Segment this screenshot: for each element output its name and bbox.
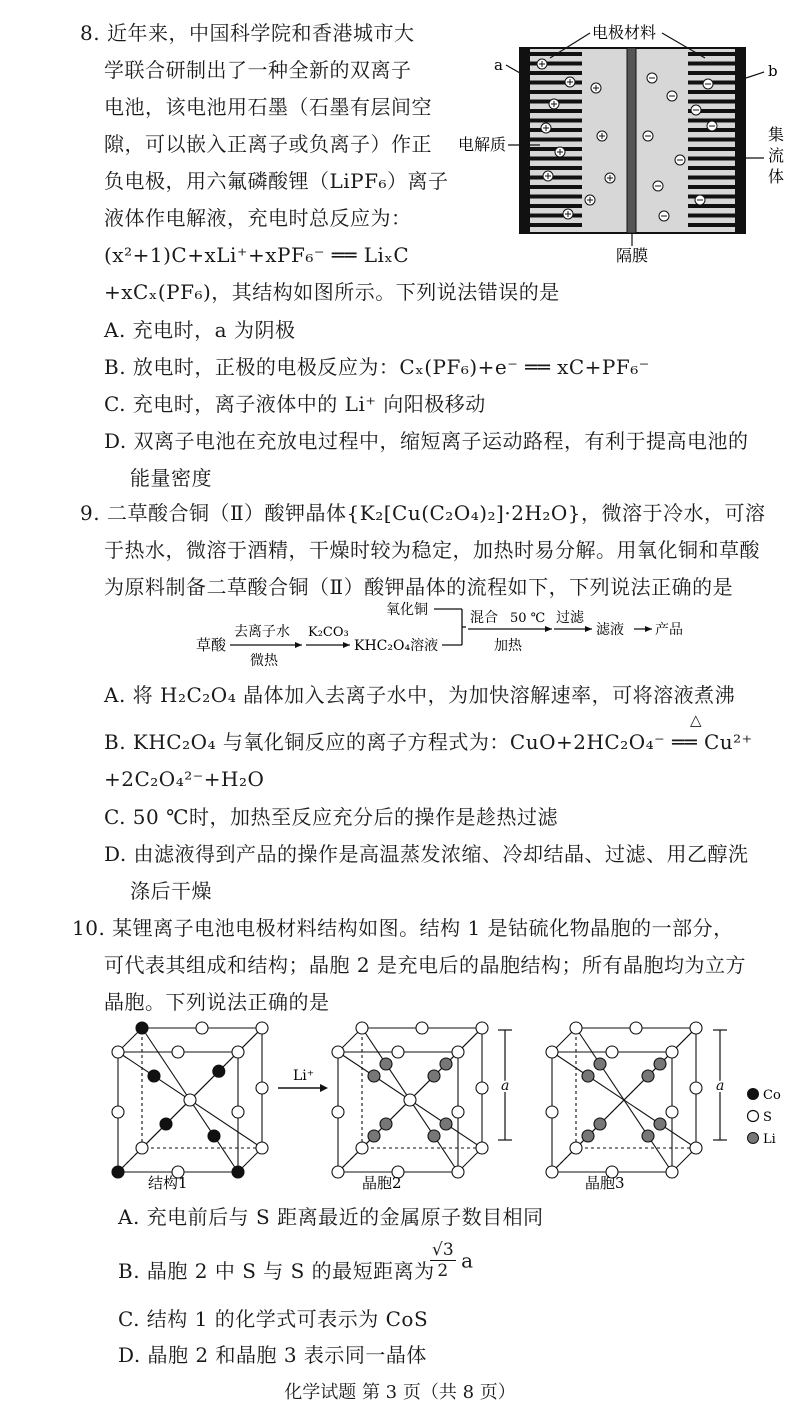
flow-mix: 混合 [470, 610, 498, 626]
s-atom [546, 1106, 558, 1118]
electrode-layer [530, 157, 582, 161]
unit-cell-3 [546, 1022, 702, 1178]
electrode-layer [688, 204, 735, 208]
electrode-layer [530, 109, 582, 113]
q9-option-d: D. 由滤液得到产品的操作是高温蒸发浓缩、冷却结晶、过滤、用乙醇洗 [104, 842, 749, 866]
flow-step1-top: 去离子水 [234, 624, 290, 640]
co-atom [232, 1166, 244, 1178]
electrode-layer [530, 138, 582, 142]
s-atom [606, 1046, 618, 1058]
legend-s: S [763, 1110, 772, 1125]
s-atom [666, 1166, 678, 1178]
flow-cuo: 氧化铜 [386, 602, 428, 618]
q9-flowchart [190, 598, 710, 678]
s-atom [184, 1094, 196, 1106]
q10-option-c: C. 结构 1 的化学式可表示为 CoS [118, 1307, 429, 1331]
electrode-layer [688, 176, 735, 180]
crystal-figure [100, 1020, 790, 1195]
s-atom [112, 1106, 124, 1118]
co-atom [136, 1022, 148, 1034]
electrode-layer [688, 214, 735, 218]
flow-product: 产品 [655, 622, 683, 638]
co-atom [213, 1065, 225, 1077]
flow-intermediate: KHC₂O₄溶液 [354, 638, 439, 654]
electrode-layer [530, 204, 582, 208]
q10-line-2: 可代表其组成和结构；晶胞 2 是充电后的晶胞结构；所有晶胞均为立方 [104, 953, 746, 977]
membrane [627, 48, 636, 233]
li-atom [594, 1118, 606, 1130]
q8-option-a: A. 充电时，a 为阴极 [104, 318, 296, 342]
electrode-layer [688, 166, 735, 170]
electrode-layer [530, 223, 582, 227]
collector-label-3: 体 [768, 167, 785, 186]
q8-line-4: 隙，可以嵌入正离子或负离子）作正 [104, 132, 432, 156]
collector-label-1: 集 [768, 125, 785, 144]
q9-option-c: C. 50 ℃时，加热至反应充分后的操作是趁热过滤 [104, 805, 558, 829]
flow-temp: 50 ℃ [510, 611, 546, 626]
q8-option-b: B. 放电时，正极的电极反应为：Cₓ(PF₆)+e⁻ ══ xC+PF₆⁻ [104, 355, 650, 379]
li-atom [380, 1058, 392, 1070]
s-atom [392, 1046, 404, 1058]
q8-line-8: +xCₓ(PF₆)，其结构如图所示。下列说法错误的是 [104, 280, 560, 304]
q9-line-1: 9. 二草酸合铜（Ⅱ）酸钾晶体{K₂[Cu(C₂O₄)₂]·2H₂O}，微溶于冷水，可溶 [80, 501, 766, 525]
li-atom [380, 1118, 392, 1130]
li-atom [368, 1070, 380, 1082]
li-arrow-label: Li⁺ [293, 1068, 315, 1084]
s-atom [256, 1082, 268, 1094]
electrode-layer [530, 214, 582, 218]
flow-reagent2: K₂CO₃ [308, 625, 349, 640]
s-atom [332, 1046, 344, 1058]
q8-line-6: 液体作电解液，充电时总反应为： [104, 206, 412, 230]
q8-line-7: (x²+1)C+xLi⁺+xPF₆⁻ ══ LiₓC [104, 243, 410, 267]
fraction-suffix: a [461, 1248, 473, 1273]
legend-co-dot [748, 1089, 759, 1100]
li-atom [440, 1118, 452, 1130]
electrode-layer [530, 185, 582, 189]
electrode-layer [688, 100, 735, 104]
s-atom [196, 1022, 208, 1034]
s-atom [172, 1046, 184, 1058]
electrode-layer [688, 157, 735, 161]
page-footer: 化学试题 第 3 页（共 8 页） [284, 1382, 516, 1403]
s-atom [630, 1022, 642, 1034]
q10-line-1: 10. 某锂离子电池电极材料结构如图。结构 1 是钴硫化物晶胞的一部分， [72, 916, 734, 940]
co-atom [160, 1118, 172, 1130]
structure-1 [112, 1022, 268, 1178]
q9-option-d-cont: 涤后干燥 [130, 879, 212, 903]
q9-option-a: A. 将 H₂C₂O₄ 晶体加入去离子水中，为加快溶解速率，可将溶液煮沸 [104, 683, 736, 707]
q8-option-d-cont: 能量密度 [130, 466, 212, 490]
flow-filtrate: 滤液 [596, 622, 624, 638]
li-atom [642, 1070, 654, 1082]
s-atom [666, 1106, 678, 1118]
s-atom [476, 1082, 488, 1094]
li-atom [440, 1058, 452, 1070]
s-atom [232, 1106, 244, 1118]
s-atom [452, 1166, 464, 1178]
s-atom [232, 1046, 244, 1058]
s-atom [666, 1046, 678, 1058]
electrode-layer [530, 176, 582, 180]
s-atom [476, 1142, 488, 1154]
q8-option-c: C. 充电时，离子液体中的 Li⁺ 向阳极移动 [104, 392, 486, 416]
caption-cell-2: 晶胞2 [362, 1174, 402, 1192]
s-atom [356, 1142, 368, 1154]
electrode-layer [688, 147, 735, 151]
flow-heat: 加热 [494, 638, 522, 654]
s-atom [690, 1082, 702, 1094]
q10-line-3: 晶胞。下列说法正确的是 [104, 990, 330, 1014]
flow-filter: 过滤 [556, 610, 584, 626]
q10-option-b: B. 晶胞 2 中 S 与 S 的最短距离为 [118, 1259, 435, 1283]
q9-line-3: 为原料制备二草酸合铜（Ⅱ）酸钾晶体的流程如下，下列说法正确的是 [104, 575, 734, 599]
fraction-denominator: 2 [437, 1261, 449, 1281]
edge-label-3: a [716, 1078, 725, 1094]
li-atom [642, 1130, 654, 1142]
legend-co: Co [763, 1088, 781, 1103]
q8-option-d: D. 双离子电池在充放电过程中，缩短离子运动路程，有利于提高电池的 [104, 429, 749, 453]
electrode-layer [530, 71, 582, 75]
battery-diagram [450, 18, 790, 268]
unit-cell-2 [332, 1022, 488, 1178]
flow-start: 草酸 [196, 636, 227, 654]
s-atom [452, 1106, 464, 1118]
q9-option-b-cont: +2C₂O₄²⁻+H₂O [104, 767, 265, 791]
li-atom [428, 1070, 440, 1082]
li-atom [428, 1130, 440, 1142]
s-atom [546, 1046, 558, 1058]
li-atom [582, 1130, 594, 1142]
label-b: b [768, 62, 778, 80]
collector-right [735, 48, 745, 233]
legend-li-dot [748, 1133, 759, 1144]
li-atom [582, 1070, 594, 1082]
li-atom [594, 1058, 606, 1070]
electrode-layer [688, 223, 735, 227]
s-atom [570, 1022, 582, 1034]
collector-label-2: 流 [768, 146, 785, 165]
s-atom [112, 1046, 124, 1058]
q8-line-2: 学联合研制出了一种全新的双离子 [104, 58, 412, 82]
collector-left [520, 48, 530, 233]
s-atom [256, 1022, 268, 1034]
s-atom [452, 1046, 464, 1058]
s-atom [690, 1022, 702, 1034]
li-atom [654, 1058, 666, 1070]
q10-option-a: A. 充电前后与 S 距离最近的金属原子数目相同 [118, 1205, 544, 1229]
s-atom [570, 1142, 582, 1154]
electrode-layer [688, 185, 735, 189]
edge-label-2: a [501, 1078, 510, 1094]
electrode-layer [688, 90, 735, 94]
co-atom [112, 1166, 124, 1178]
electrode-layer [530, 90, 582, 94]
s-atom [416, 1022, 428, 1034]
electrode-layer [530, 128, 582, 132]
q9-option-b: B. KHC₂O₄ 与氧化铜反应的离子方程式为：CuO+2HC₂O₄⁻ ══ Cu²⁺ [104, 730, 753, 754]
legend-s-dot [748, 1111, 759, 1122]
s-atom [690, 1142, 702, 1154]
membrane-label: 隔膜 [616, 246, 649, 265]
electrode-layer [688, 71, 735, 75]
s-atom [136, 1142, 148, 1154]
fraction-numerator: √3 [432, 1240, 454, 1260]
co-atom [148, 1070, 160, 1082]
legend-li: Li [763, 1132, 776, 1147]
electrode-layer [530, 166, 582, 170]
caption-cell-3: 晶胞3 [585, 1174, 625, 1192]
s-atom [476, 1022, 488, 1034]
s-atom [546, 1166, 558, 1178]
q10-option-d: D. 晶胞 2 和晶胞 3 表示同一晶体 [118, 1343, 427, 1367]
s-atom [404, 1094, 416, 1106]
label-a: a [494, 56, 503, 74]
s-atom [332, 1106, 344, 1118]
electrolyte-label: 电解质 [458, 135, 507, 154]
q8-line-5: 负电极，用六氟磷酸锂（LiPF₆）离子 [104, 169, 449, 193]
q9-heat-symbol: △ [690, 711, 702, 729]
caption-structure-1: 结构1 [148, 1174, 188, 1192]
electrode-layer [688, 62, 735, 66]
electrode-layer [688, 138, 735, 142]
li-atom [654, 1118, 666, 1130]
electrode-material-label: 电极材料 [592, 23, 657, 42]
li-atom [368, 1130, 380, 1142]
flow-step1-bottom: 微热 [250, 653, 278, 669]
electrode-layer [530, 195, 582, 199]
q8-line-3: 电池，该电池用石墨（石墨有层间空 [104, 95, 432, 119]
s-atom [332, 1166, 344, 1178]
q8-line-1: 8. 近年来，中国科学院和香港城市大 [80, 21, 415, 45]
co-atom [208, 1130, 220, 1142]
s-atom [356, 1022, 368, 1034]
electrode-layer [530, 119, 582, 123]
q9-line-2: 于热水，微溶于酒精，干燥时较为稳定，加热时易分解。用氧化铜和草酸 [104, 538, 760, 562]
q10-option-b-fraction [430, 1240, 473, 1281]
s-atom [256, 1142, 268, 1154]
